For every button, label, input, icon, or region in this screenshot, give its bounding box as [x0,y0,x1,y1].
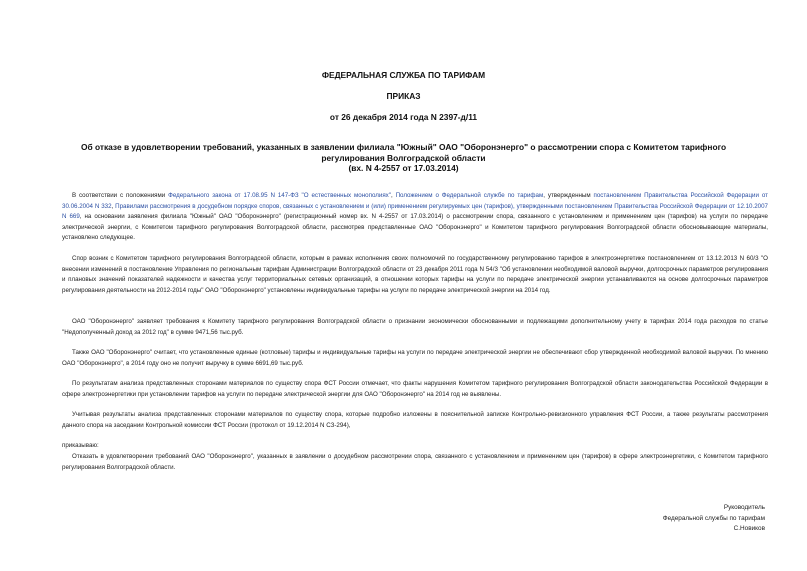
title-line-1: Об отказе в удовлетворении требований, указанных в заявлении филиала "Южный" ОАО "Оборонэнерго" о рассмотрении спора с Комитетом тарифного [80,142,727,152]
text-segment: , [390,192,396,199]
paragraph-text: Спор возник с Комитетом тарифного регулирования Волгоградской области, которым в рамках исполнения своих полномочий по государственному регулированию тарифов в электроэнергетике постановлением от 13.12.2013 N 60/3 "О внесении изменений в постановление Управления по региональным тарифам Администрации Волгоградской области от 23 декабря 2011 года N 54/3 "Об установлении необходимой валовой выручки, долгосрочных параметров регулирования и плановых значений показателей надежности и качества услуг территориальных сетевых организаций, в отношении которых тарифы на услуги по передаче электрической энергии устанавливаются на основе долгосрочных параметров регулирования деятельности на 2012-2014 годы" ОАО "Оборонэнерго" установлены индивидуальные тарифы на услуги по передаче электрической энергии на 2014 год. [62,255,768,294]
text-segment: , на основании заявления филиала "Южный" ОАО "Оборонэнерго" (регистрационный номер вх. N 4-2557 от 17.03.2014) о рассмотрении спора, связанного с установлением и применением цен (тарифов) на услуги по передаче электрической энергии, с Комитетом тарифного регулирования Волгоградской области, рассмотрев представленные ОАО "Оборонэнерго" и Комитетом тарифного регулирования Волгоградской области обосновывающие материалы, установлено следующее. [62,213,768,241]
title-line-3: (вх. N 4-2557 от 17.03.2014) [348,163,459,173]
paragraph-text: Учитывая результаты анализа представленных сторонами материалов по существу спора, которые подробно изложены в пояснительной записке Контрольно-ревизионного управления ФСТ России, а также результаты рассмотрения данного спора на заседании Контрольной комиссии ФСТ России (протокол от 19.12.2014 N СЗ-294), [62,411,768,429]
paragraph-text: Отказать в удовлетворении требований ОАО "Оборонэнерго", указанных в заявлении о досудебном рассмотрении спора, связанного с установлением и применением цен (тарифов) в сфере электроэнергетики, с Комитетом тарифного регулирования Волгоградской области. [62,453,768,471]
paragraph-legal-basis [62,191,768,244]
link-dispute-rules-669[interactable]: Правилами рассмотрения в досудебном порядке споров, связанных с установлением и (или) применением регулируемых цен (тарифов), утвержденными постановлением Правительства Российской Федерации от 12.10.2007 N 669 [62,202,768,220]
title-line-2: регулирования Волгоградской области [321,152,486,163]
paragraph-claim [62,317,768,338]
link-fst-regulation[interactable]: Положением о Федеральной службе по тарифам [395,192,544,199]
document-title [60,142,747,174]
text-segment: , утвержденным [543,192,594,199]
signature-role: Руководитель [723,504,765,511]
signature-block [663,503,765,535]
paragraph-text: По результатам анализа представленных сторонами материалов по существу спора ФСТ России отмечает, что факты нарушения Комитетом тарифного регулирования Волгоградской области законодательства Российской Федерации в сфере электроэнергетики при установлении тарифов на услуги по передаче электрической энергии для ОАО "Оборонэнерго" на 2014 год не выявлены. [62,380,768,398]
paragraph-decision [62,452,768,473]
signature-org: Федеральной службы по тарифам [662,514,765,522]
agency-heading: ФЕДЕРАЛЬНАЯ СЛУЖБА ПО ТАРИФАМ [321,70,486,80]
paragraph-revenue [62,348,768,369]
paragraph-analysis [62,379,768,400]
text-segment: В соответствии с положениями [72,192,169,199]
text-segment: , [111,202,116,210]
link-government-decree-332[interactable]: постановлением Правительства Российской Федерации от 30.06.2004 N 332 [62,192,768,210]
paragraph-considering [62,410,768,431]
document-date-number: от 26 декабря 2014 года N 2397-д/11 [329,112,478,122]
paragraph-dispute-origin [62,254,768,296]
paragraph-text: Также ОАО "Оборонэнерго" считает, что установленные единые (котловые) тарифы и индивидуальные тарифы на услуги по передаче электрической энергии не обеспечивают сбор утвержденной необходимой валовой выручки. По мнению ОАО "Оборонэнерго", в 2014 году оно не получит выручку в сумме 6691,69 тыс.руб. [62,349,768,367]
paragraph-order-word [62,441,768,452]
signature-name: С.Новиков [733,525,765,532]
link-federal-law[interactable]: Федерального закона от 17.08.95 N 147-ФЗ "О естественных монополиях" [168,192,391,199]
paragraph-text: приказываю: [62,442,99,449]
paragraph-text: ОАО "Оборонэнерго" заявляет требования к Комитету тарифного регулирования Волгоградской области о признании экономически обоснованными и подлежащими дополнительному учету в тарифах 2014 года расходов по статье "Недополученный доход за 2012 год" в сумме 9471,56 тыс.руб. [62,318,768,336]
document-type: ПРИКАЗ [386,91,421,101]
